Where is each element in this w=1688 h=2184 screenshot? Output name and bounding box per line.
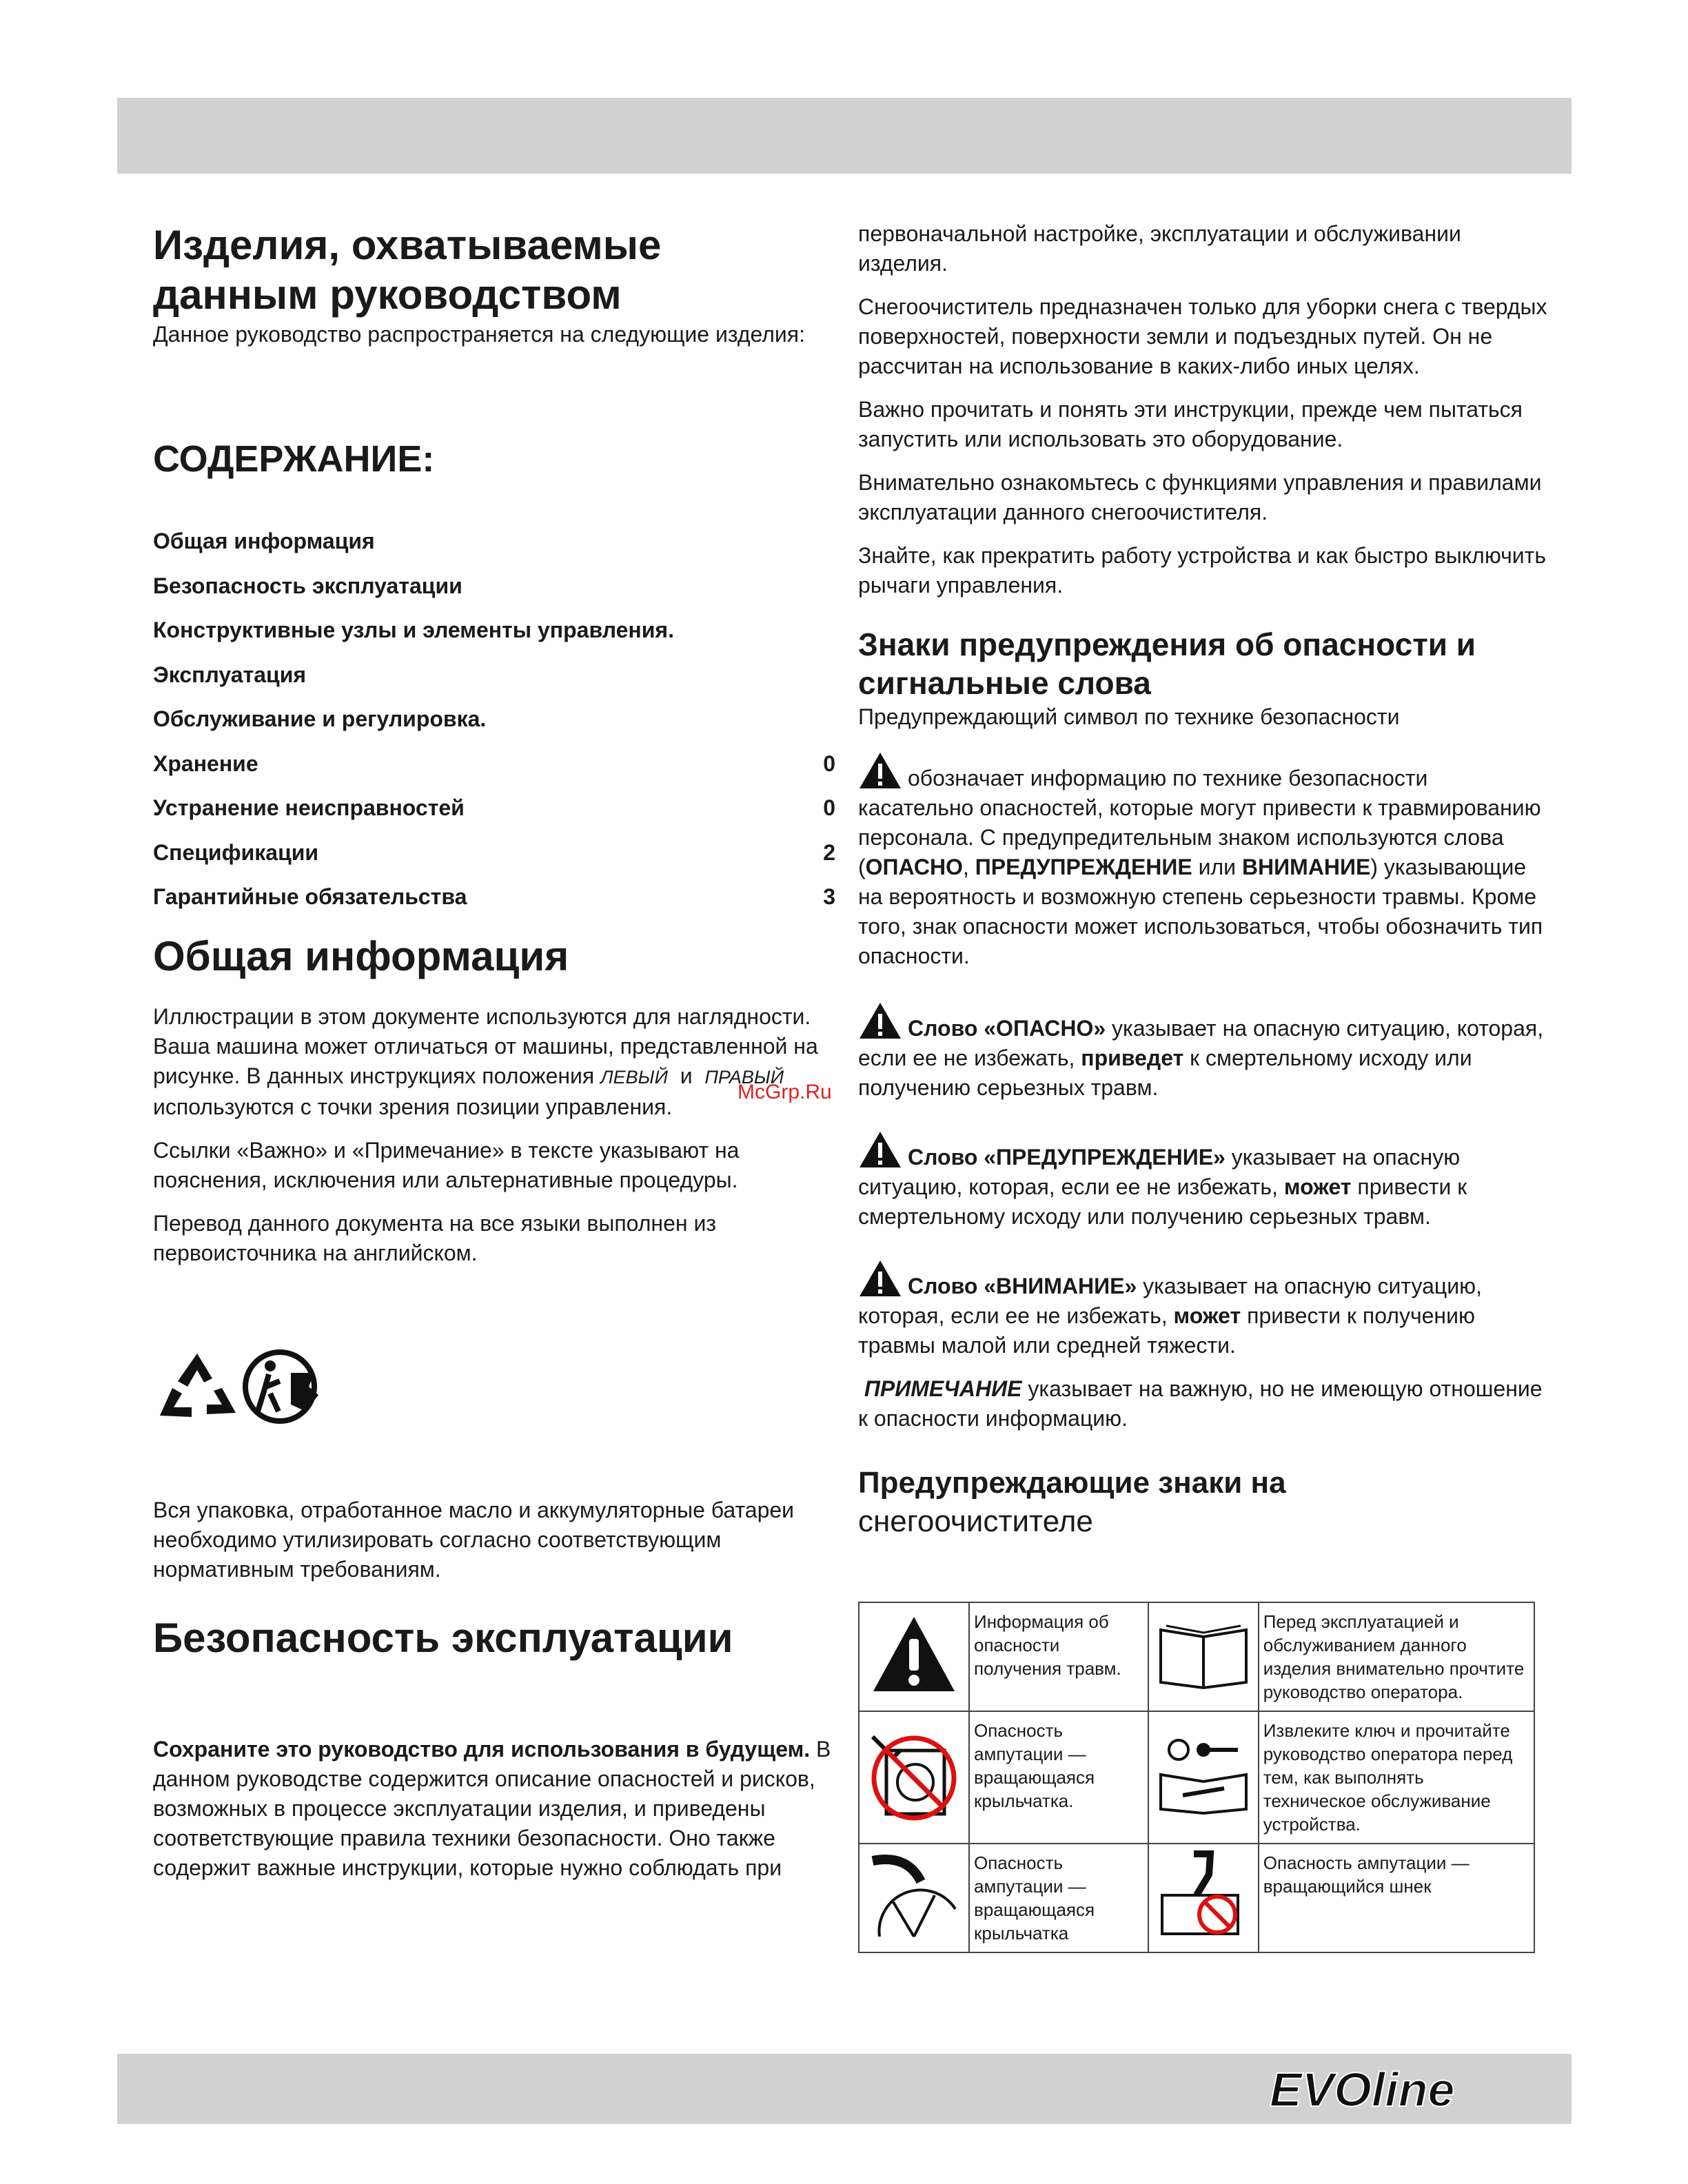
table-cell: Опасность ампутации — вращающаяся крыльчатка. bbox=[969, 1711, 1148, 1844]
warning-triangle-icon bbox=[858, 1130, 902, 1169]
general-paragraph-2: Ссылки «Важно» и «Примечание» в тексте указывают на пояснения, исключения или альтернативные процедуры. bbox=[153, 1137, 740, 1192]
recycle-icons bbox=[153, 1282, 835, 1496]
toc-item[interactable]: Спецификации 2 bbox=[153, 839, 835, 865]
tidyman-recycle-icon bbox=[243, 1345, 325, 1428]
toc-item[interactable]: Устранение неисправностей 0 bbox=[153, 795, 835, 820]
brand-logo-text: EVOline bbox=[1270, 2063, 1455, 2116]
symbol-paragraph: обозначает информацию по технике безопасности касательно опасностей, которые могут привести к травмированию персонала. С предупредительным знаком используются слова (ОПАСНО, ПРЕДУПРЕЖДЕНИЕ или ВНИМАНИЕ) указывающие на вероятность и возможную степень серьезности травмы. Кроме того, знак опасности может использоваться, чтобы обозначить тип опасности. bbox=[858, 751, 1547, 971]
table-row bbox=[859, 1844, 1534, 1952]
toc-item[interactable]: Эксплуатация bbox=[153, 662, 307, 687]
table-cell: Перед эксплуатацией и обслуживанием данного изделия внимательно прочтите руководство оператора. bbox=[1259, 1602, 1534, 1711]
brand-logo bbox=[1267, 2062, 1501, 2117]
amputation-cell bbox=[859, 1711, 969, 1844]
table-row bbox=[859, 1602, 1534, 1711]
foot-auger-hazard-icon bbox=[1155, 1847, 1252, 1943]
right-paragraph-3: Важно прочитать и понять эти инструкции, прежде чем пытаться запустить или использовать это оборудование. bbox=[858, 397, 1523, 451]
recycle-icon bbox=[156, 1349, 238, 1425]
general-title: Общая информация bbox=[153, 932, 569, 979]
impeller-hazard-cell bbox=[859, 1844, 969, 1952]
key-manual-cell bbox=[1148, 1711, 1259, 1844]
table-cell: Опасность ампутации — вращающийся шнек bbox=[1259, 1844, 1534, 1952]
general-paragraph-1: Иллюстрации в этом документе используются для наглядности. Ваша машина может отличаться от машины, представленной на рисунке. В данных инструкциях положения ЛЕВЫЙ и ПРАВЫЙ используются с точки зрения позиции управления. bbox=[153, 1003, 818, 1119]
warning-paragraph: Слово «ПРЕДУПРЕЖДЕНИЕ» указывает на опасную ситуацию, которая, если ее не избежать, может привести к смертельному исходу или получению серьезных травм. bbox=[858, 1130, 1547, 1232]
signs-title: Знаки предупреждения об опасности и сигнальные слова bbox=[858, 626, 1476, 701]
warning-triangle-icon bbox=[858, 1259, 902, 1298]
toc-item[interactable]: Конструктивные узлы и элементы управления. bbox=[153, 618, 674, 642]
hazard-symbol-cell bbox=[859, 1602, 969, 1711]
toc-item[interactable]: Безопасность эксплуатации bbox=[153, 573, 462, 598]
table-row bbox=[859, 1711, 1534, 1844]
key-and-manual-icon bbox=[1155, 1733, 1252, 1816]
rotating-impeller-icon bbox=[866, 1847, 962, 1943]
toc-item[interactable]: Гарантийные обязательства 3 bbox=[153, 884, 835, 909]
caution-paragraph: Слово «ВНИМАНИЕ» указывает на опасную ситуацию, которая, если ее не избежать, может привести к получению травмы малой или средней тяжести. bbox=[858, 1259, 1547, 1360]
manual-cell bbox=[1148, 1602, 1259, 1711]
header-band bbox=[117, 98, 1572, 174]
warning-triangle-icon bbox=[858, 751, 902, 790]
right-paragraph-4: Внимательно ознакомьтесь с функциями управления и правилами эксплуатации данного снегоочистителя. bbox=[858, 470, 1542, 524]
right-column bbox=[858, 219, 1547, 1541]
open-book-icon bbox=[1155, 1616, 1252, 1692]
hand-impeller-hazard-icon bbox=[866, 1723, 962, 1826]
signs-intro: Предупреждающий символ по технике безопасности bbox=[858, 704, 1400, 729]
products-title: Изделия, охватываемые данным руководством bbox=[153, 222, 662, 318]
toc-item[interactable]: Общая информация bbox=[153, 529, 375, 553]
toc-title: СОДЕРЖАНИЕ: bbox=[153, 438, 435, 480]
general-paragraph-3: Перевод данного документа на все языки выполнен из первоисточника на английском. bbox=[153, 1210, 716, 1265]
watermark: McGrp.Ru bbox=[738, 1081, 832, 1103]
danger-paragraph: Слово «ОПАСНО» указывает на опасную ситуацию, которая, если ее не избежать, приведет к смертельному исходу или получению серьезных травм. bbox=[858, 1001, 1547, 1103]
table-cell: Извлеките ключ и прочитайте руководство оператора перед тем, как выполнять техническое обслуживание устройства. bbox=[1259, 1711, 1534, 1844]
right-paragraph-5: Знайте, как прекратить работу устройства и как быстро выключить рычаги управления. bbox=[858, 543, 1546, 598]
labels-title: Предупреждающие знаки на снегоочистителе bbox=[858, 1466, 1286, 1538]
toc-item[interactable]: Обслуживание и регулировка. bbox=[153, 706, 487, 731]
warning-triangle-icon bbox=[858, 1001, 902, 1040]
left-column bbox=[153, 221, 835, 1897]
recycle-text: Вся упаковка, отработанное масло и аккумуляторные батареи необходимо утилизировать согласно соответствующим нормативным требованиям. bbox=[153, 1497, 795, 1582]
toc-list bbox=[153, 529, 835, 929]
safety-paragraph: Сохраните это руководство для использования в будущем. В данном руководстве содержится описание опасностей и рисков, возможных в процессе эксплуатации изделия, и приведены соответствующие правила техники безопасности. Оно также содержит важные инструкции, которые нужно соблюдать при bbox=[153, 1736, 831, 1880]
products-intro: Данное руководство распространяется на следующие изделия: bbox=[153, 322, 805, 347]
note-paragraph: ПРИМЕЧАНИЕ указывает на важную, но не имеющую отношение к опасности информацию. bbox=[858, 1376, 1543, 1431]
safety-labels-table bbox=[858, 1602, 1535, 1953]
right-paragraph-1: первоначальной настройке, эксплуатации и обслуживании изделия. bbox=[858, 221, 1461, 276]
auger-hazard-cell bbox=[1148, 1844, 1259, 1952]
table-cell: Информация об опасности получения травм. bbox=[969, 1602, 1148, 1711]
warning-triangle-icon bbox=[869, 1613, 959, 1695]
table-cell: Опасность ампутации — вращающаяся крыльчатка bbox=[969, 1844, 1148, 1952]
toc-item[interactable]: Хранение 0 bbox=[153, 751, 835, 776]
right-paragraph-2: Снегоочиститель предназначен только для уборки снега с твердых поверхностей, поверхности земли и подъездных путей. Он не рассчитан на использование в каких-либо иных целях. bbox=[858, 294, 1547, 378]
safety-title: Безопасность эксплуатации bbox=[153, 1614, 733, 1661]
